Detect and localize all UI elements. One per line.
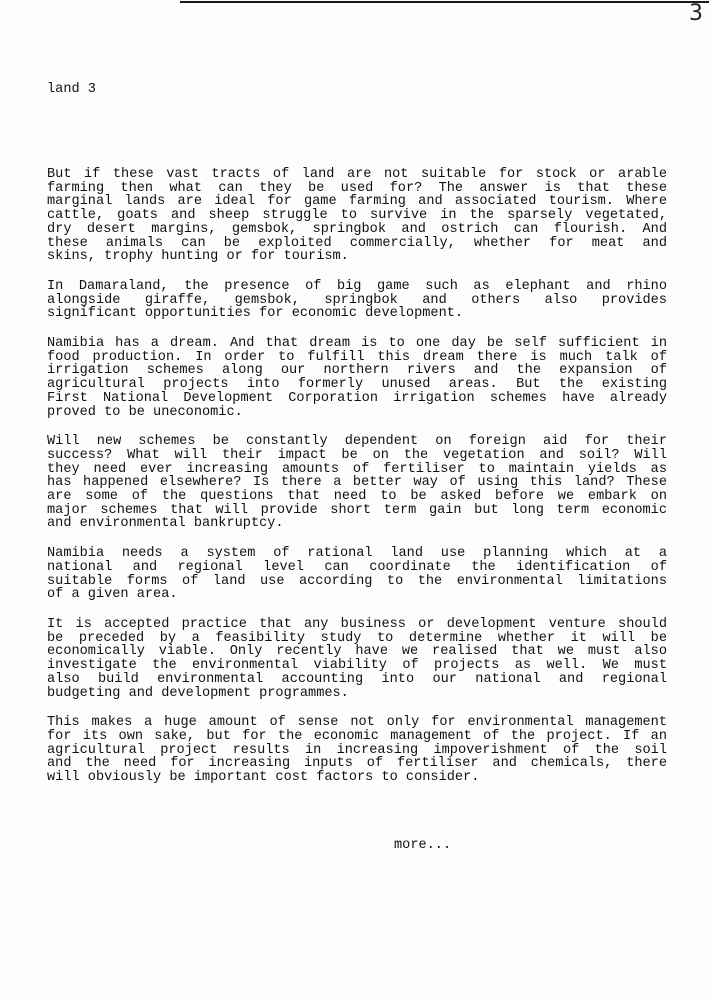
text-line: significant opportunities for economic development.: [47, 306, 464, 322]
text-line: also build environmental accounting into our national and regional: [47, 671, 667, 687]
continuation-marker: more...: [394, 838, 452, 853]
text-line: economically viable. Only recently have we realised that we must also: [47, 644, 667, 660]
text-line: be preceded by a feasibility study to determine whether it will be: [47, 630, 667, 646]
page-number: 3: [689, 1, 703, 26]
text-line: In Damaraland, the presence of big game such as elephant and rhino: [47, 278, 667, 294]
text-line: success? What will their impact be on the vegetation and soil? Will: [47, 447, 667, 463]
text-line: for its own sake, but for the economic management of the project. If an: [47, 728, 667, 744]
text-line: This makes a huge amount of sense not only for environmental management: [47, 715, 667, 731]
text-line: proved to be uneconomic.: [47, 404, 243, 420]
text-line: investigate the environmental viability of projects as well. We must: [47, 658, 667, 674]
text-line: cattle, goats and sheep struggle to survive in the sparsely vegetated,: [47, 208, 667, 224]
paragraph: [47, 337, 667, 419]
text-line: has happened elsewhere? Is there a better way of using this land? These: [47, 475, 667, 491]
text-line: Will new schemes be constantly dependent on foreign aid for their: [47, 434, 667, 450]
text-line: major schemes that will provide short term gain but long term economic: [47, 502, 667, 518]
paragraph: [47, 280, 667, 321]
paragraph: [47, 618, 667, 700]
text-line: But if these vast tracts of land are not suitable for stock or arable: [47, 167, 667, 182]
paragraph: [47, 435, 667, 531]
text-line: marginal lands are ideal for game farming and associated tourism. Where: [47, 194, 667, 210]
text-line: these animals can be exploited commercially, whether for meat and: [47, 235, 667, 251]
text-line: they need ever increasing amounts of fertiliser to maintain yields as: [47, 461, 667, 477]
paragraph: [47, 168, 667, 264]
text-line: First National Development Corporation irrigation schemes have already: [47, 390, 667, 406]
text-line: budgeting and development programmes.: [47, 685, 349, 701]
text-line: Namibia has a dream. And that dream is to one day be self sufficient in: [47, 336, 667, 352]
text-line: dry desert margins, gemsbok, springbok and ostrich can flourish. And: [47, 221, 667, 237]
text-line: and the need for increasing inputs of fertiliser and chemicals, there: [47, 756, 667, 772]
text-line: of a given area.: [47, 587, 178, 603]
text-line: irrigation schemes along our northern rivers and the expansion of: [47, 363, 667, 379]
text-line: It is accepted practice that any business or development venture should: [47, 616, 667, 632]
text-line: agricultural projects into formerly unused areas. But the existing: [47, 377, 667, 393]
text-line: Namibia needs a system of rational land use planning which at a: [47, 546, 667, 562]
text-line: alongside giraffe, gemsbok, springbok and others also provides: [47, 292, 667, 308]
top-edge-rule: [180, 1, 709, 3]
text-line: will obviously be important cost factors to consider.: [47, 770, 480, 786]
paragraph: [47, 547, 667, 602]
paragraph: [47, 716, 667, 785]
text-line: and environmental bankruptcy.: [47, 516, 284, 532]
text-line: food production. In order to fulfill this dream there is much talk of: [47, 349, 667, 365]
document-body: [47, 168, 667, 801]
text-line: suitable forms of land use according to the environmental limitations: [47, 573, 667, 589]
text-line: farming then what can they be used for? The answer is that these: [47, 180, 667, 196]
text-line: are some of the questions that need to be asked before we embark on: [47, 489, 667, 505]
text-line: national and regional level can coordinate the identification of: [47, 559, 667, 575]
text-line: skins, trophy hunting or for tourism.: [47, 249, 349, 265]
page-header: land 3: [47, 82, 96, 97]
text-line: agricultural project results in increasing impoverishment of the soil: [47, 742, 667, 758]
